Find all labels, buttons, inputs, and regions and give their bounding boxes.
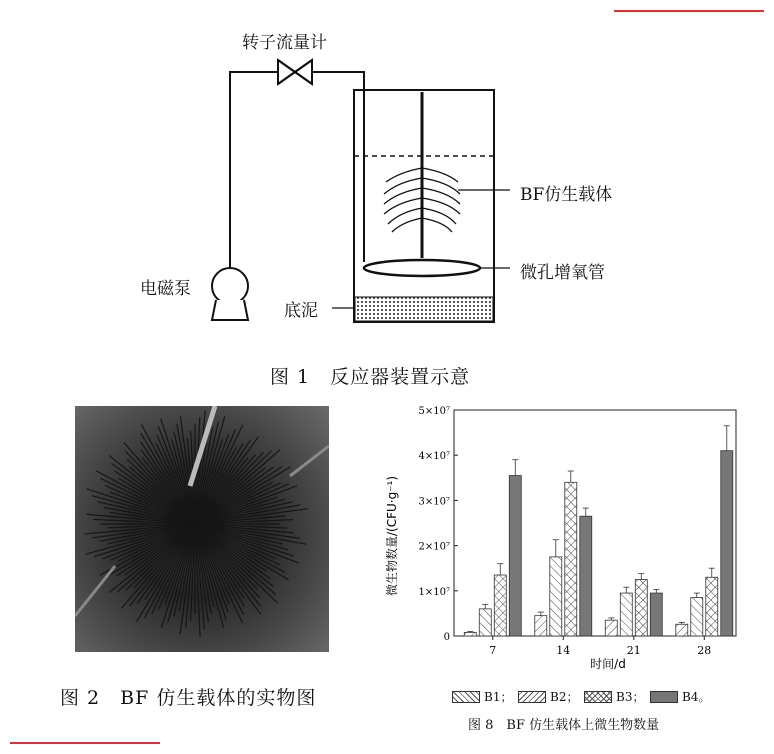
pump-label: 电磁泵 xyxy=(140,279,191,299)
x-tick-label: 7 xyxy=(489,644,497,657)
bar-b1-day-21 xyxy=(605,620,617,636)
y-tick-label: 0 xyxy=(443,632,450,643)
aeration-label: 微孔增氧管 xyxy=(520,263,605,283)
legend-item-b3 xyxy=(584,688,644,705)
legend-item-b1 xyxy=(452,688,512,705)
legend-item-b2 xyxy=(518,688,578,705)
x-tick-label: 14 xyxy=(556,644,571,657)
bar-b3-day-21 xyxy=(635,580,647,637)
carrier-label: BF仿生载体 xyxy=(520,185,613,205)
bar-b1-day-14 xyxy=(535,616,547,636)
figure8-caption: 图 8 BF 仿生载体上微生物数量 xyxy=(468,718,660,733)
y-tick-label: 2×10⁷ xyxy=(418,541,450,553)
reactor-tank xyxy=(354,90,494,322)
legend-label-b3: B3； xyxy=(616,690,645,704)
bar-chart xyxy=(380,396,770,686)
bar-b4-day-21 xyxy=(650,593,662,636)
sediment-label: 底泥 xyxy=(284,301,318,321)
bar-b3-day-28 xyxy=(706,577,718,636)
y-axis-label: 微生物数量/(CFU·g⁻¹) xyxy=(385,475,399,597)
legend-swatch-b3 xyxy=(584,691,612,703)
x-tick-label: 21 xyxy=(626,644,641,657)
bar-b1-day-7 xyxy=(464,632,476,636)
corner-mark-bottom xyxy=(10,742,160,744)
reactor-diagram xyxy=(0,0,774,360)
carrier-photo xyxy=(75,406,329,652)
bar-b1-day-28 xyxy=(676,624,688,636)
y-tick-label: 1×10⁷ xyxy=(418,586,450,598)
bar-b3-day-14 xyxy=(565,482,577,636)
x-axis-label: 时间/d xyxy=(590,657,626,671)
aeration-ring xyxy=(364,260,480,276)
legend-swatch-b2 xyxy=(518,691,546,703)
pipe-line-right xyxy=(312,72,364,262)
legend-label-b4: B4。 xyxy=(682,690,711,704)
flowmeter-label: 转子流量计 xyxy=(242,33,327,53)
bar-b4-day-7 xyxy=(509,476,521,636)
legend-swatch-b4 xyxy=(650,691,678,703)
pump-body xyxy=(212,268,248,304)
legend-label-b2: B2； xyxy=(550,690,579,704)
y-tick-label: 5×10⁷ xyxy=(418,406,450,417)
legend-item-b4 xyxy=(650,688,710,705)
pump-base xyxy=(212,300,248,320)
carrier-photo-art xyxy=(75,406,329,652)
pipe-line xyxy=(230,72,278,300)
bar-b4-day-14 xyxy=(580,516,592,636)
figure1-caption: 图 1 反应器装置示意 xyxy=(270,366,471,388)
figure2-caption: 图 2 BF 仿生载体的实物图 xyxy=(60,687,317,709)
y-tick-label: 4×10⁷ xyxy=(418,451,450,463)
legend-label-b1: B1； xyxy=(484,690,513,704)
bar-b2-day-21 xyxy=(620,593,632,636)
x-tick-label: 28 xyxy=(697,644,712,657)
bar-b4-day-28 xyxy=(721,451,733,636)
bar-b2-day-28 xyxy=(691,598,703,636)
bar-b2-day-7 xyxy=(479,609,491,636)
legend-swatch-b1 xyxy=(452,691,480,703)
y-tick-label: 3×10⁷ xyxy=(418,496,450,508)
bar-b3-day-7 xyxy=(494,575,506,636)
bar-b2-day-14 xyxy=(550,557,562,636)
sediment-layer xyxy=(355,297,493,321)
